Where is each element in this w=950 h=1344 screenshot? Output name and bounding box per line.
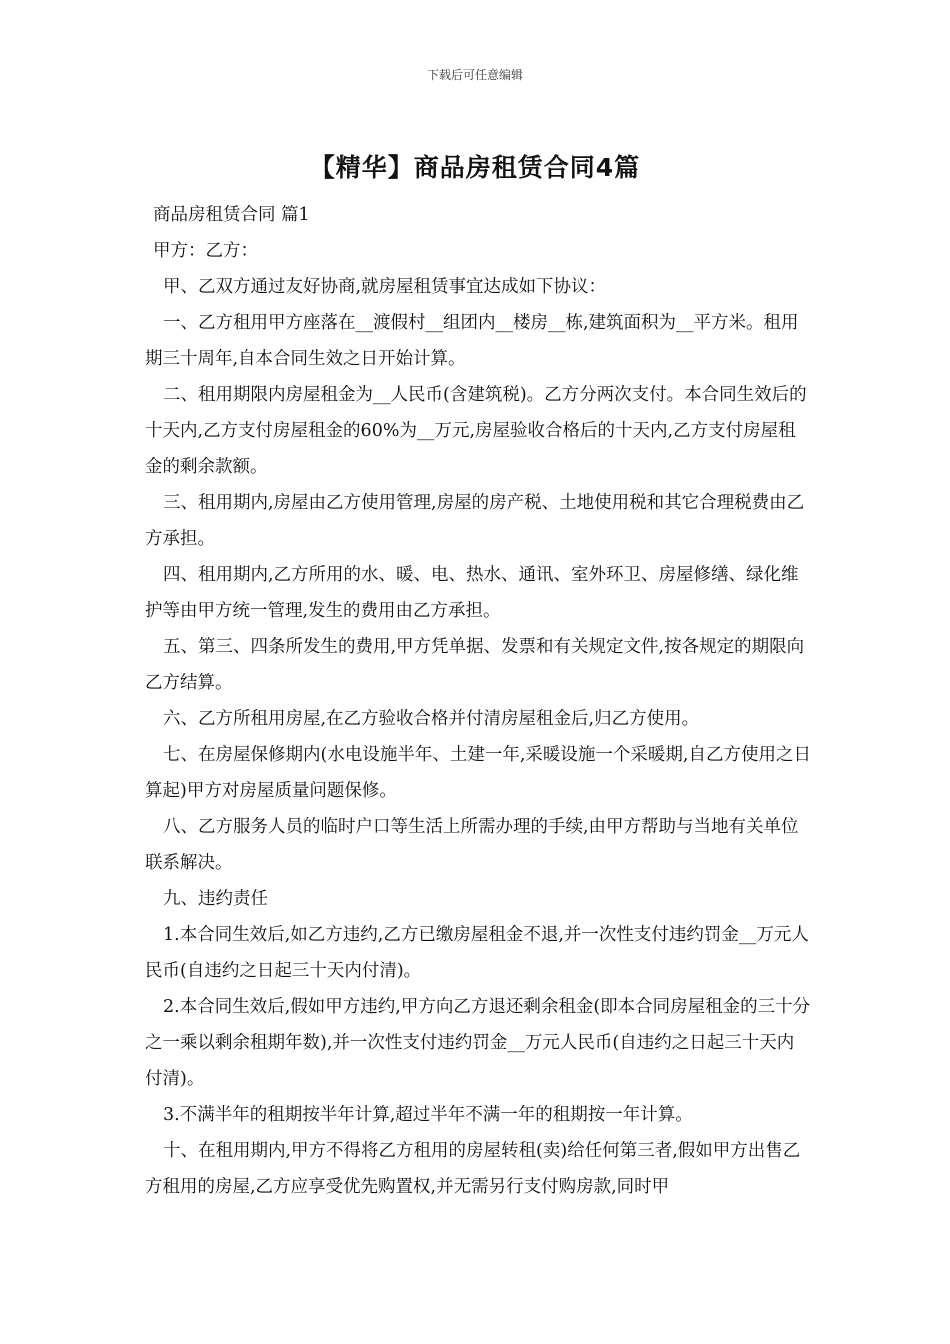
paragraph: 六、乙方所租用房屋,在乙方验收合格并付清房屋租金后,归乙方使用。: [163, 709, 700, 729]
paragraph: 四、租用期内,乙方所用的水、暖、电、热水、通讯、室外环卫、房屋修缮、绿化维护等由甲方统一管理,发生的费用由乙方承担。: [145, 565, 799, 621]
paragraph: 一、乙方租用甲方座落在__渡假村__组团内__楼房__栋,建筑面积为__平方米。租用期三十周年,自本合同生效之日开始计算。: [145, 313, 799, 369]
paragraph: 二、租用期限内房屋租金为__人民币(含建筑税)。乙方分两次支付。本合同生效后的十天内,乙方支付房屋租金的60%为__万元,房屋验收合格后的十天内,乙方支付房屋租金的剩余款额。: [145, 385, 807, 477]
paragraph: 五、第三、四条所发生的费用,甲方凭单据、发票和有关规定文件,按各规定的期限向乙方结算。: [145, 637, 805, 693]
paragraph: 甲、乙双方通过友好协商,就房屋租赁事宜达成如下协议：: [163, 277, 607, 297]
party-line: 甲方：乙方：: [153, 241, 258, 261]
document-title: 【精华】商品房租赁合同4篇: [309, 153, 641, 182]
section-heading: 商品房租赁合同 篇1: [153, 205, 310, 225]
paragraph: 八、乙方服务人员的临时户口等生活上所需办理的手续,由甲方帮助与当地有关单位联系解决。: [145, 817, 799, 873]
paragraph: 2.本合同生效后,假如甲方违约,甲方向乙方退还剩余租金(即本合同房屋租金的三十分之一乘以剩余租期年数),并一次性支付违约罚金__万元人民币(自违约之日起三十天内付清)。: [145, 997, 811, 1089]
paragraph: 三、租用期内,房屋由乙方使用管理,房屋的房产税、土地使用税和其它合理税费由乙方承担。: [145, 493, 805, 549]
paragraph: 3.不满半年的租期按半年计算,超过半年不满一年的租期按一年计算。: [163, 1105, 693, 1125]
paragraph: 七、在房屋保修期内(水电设施半年、土建一年,采暖设施一个采暖期,自乙方使用之日算起)甲方对房屋质量问题保修。: [145, 745, 811, 801]
paragraph: 十、在租用期内,甲方不得将乙方租用的房屋转租(卖)给任何第三者,假如甲方出售乙方租用的房屋,乙方应享受优先购置权,并无需另行支付购房款,同时甲: [145, 1141, 801, 1197]
document-body: [145, 197, 811, 1205]
header-note: 下载后可任意编辑: [426, 68, 523, 82]
paragraph: 1.本合同生效后,如乙方违约,乙方已缴房屋租金不退,并一次性支付违约罚金__万元人民币(自违约之日起三十天内付清)。: [145, 925, 809, 981]
paragraph: 九、违约责任: [163, 889, 268, 909]
